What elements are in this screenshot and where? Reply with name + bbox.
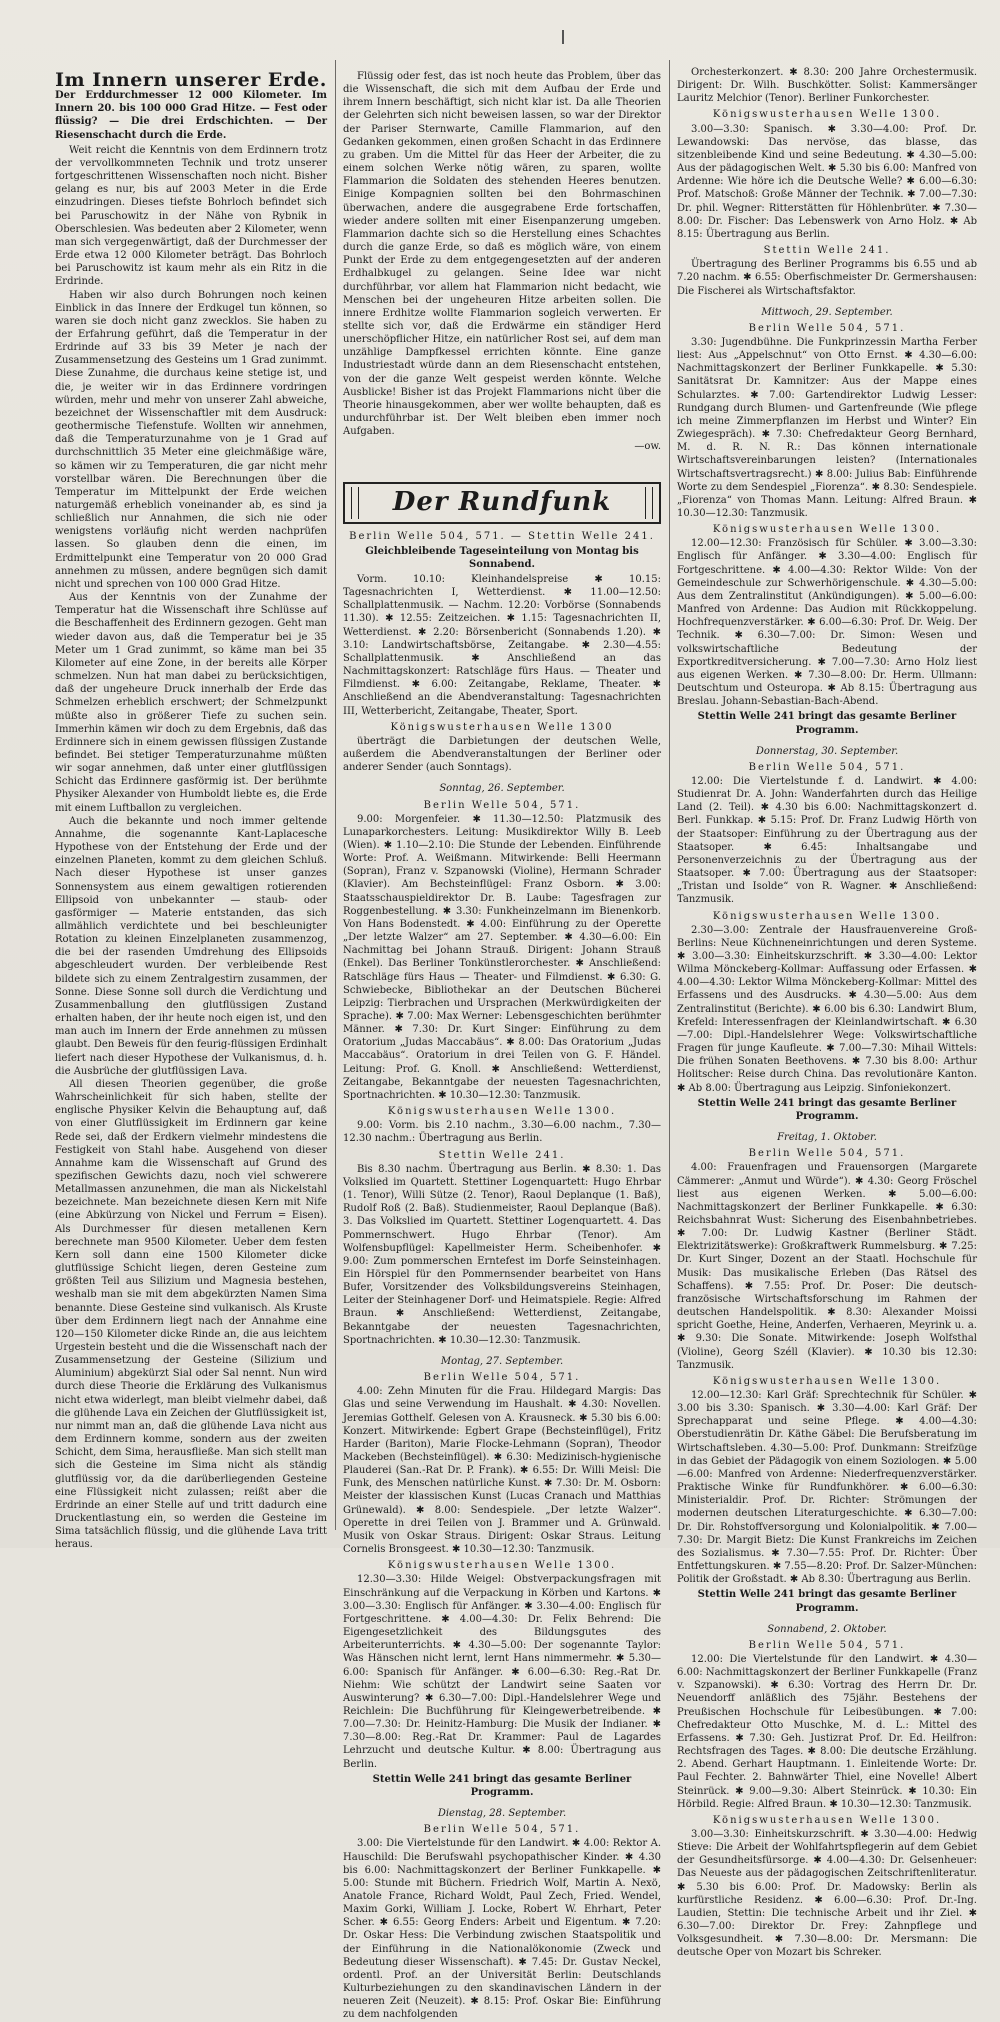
article-paragraph: Flüssig oder fest, das ist noch heute das Problem, über das die Wissenschaft, die sich mit dem Aufbau der Erde und ihrem Innern beschäftigt, sich nicht klar ist. Da alle Theorien der Gelehrten sich nicht beweisen lassen, so war der Direktor der Pariser Sternwarte, Camille Flammarion, auf den Gedanken gekommen, einen großen Schacht in das Erdinnere zu graben. Um die Mittel für das Heer der Arbeiter, die zu einem solchen Werke nötig wären, zu sparen, wollte Flammarion die Soldaten des stehenden Heeres benutzen. Einige Kompagnien sollten bei den Bohrmaschinen überwachen, andere die ausgegrabene Erde fortschaffen, wieder andere sollten mit einer Eisenpanzerung umgeben. Flammarion dachte sich so die Herstellung eines Schachtes durch die ganze Erde, so daß es möglich wäre, von einem Punkt der Erde zu dem entgegengesetzten auf der anderen Erdhalbkugel zu gelangen. Seine Idee war nicht durchführbar, vor allem hat Flammarion nicht bedacht, wie Menschen bei der ungeheuren Hitze arbeiten sollen. Die innere Erdhitze wollte Flammarion sogleich verwerten. Er stellte sich vor, daß die Erdwärme ein ständiger Herd unerschöpflicher Hitze, ein natürlicher Rost sei, auf dem man unzählige Dampfkessel errichten könnte. Eine ganze Industriestadt würde dann an dem Riesenschacht entstehen, von der die ganze Welt gespeist werden könnte. Welche Ausblicke! Bisher ist das Projekt Flammarions nicht über die Theorie hinausgekommen, aber wer wollte behaupten, daß es undurchführbar ist. Der Welt bleiben eben immer noch Aufgaben. xyxy=(343,71,661,438)
program-listing: 3.00—3.30: Spanisch. ✱ 3.30—4.00: Prof. Dr. Lewandowski: Das nervöse, das blasse, das sitzenbleibende Kind und seine Bedeutung. ✱ 4.30—5.00: Aus der pädagogischen Welt. ✱ 5.30 bis 6.00: Manfred von Ardenne: Wie höre ich die Deutsche Welle? ✱ 6.00—6.30: Prof. Matschoß: Große Männer der Technik. ✱ 7.00—7.30: Dr. phil. Wegner: Ritterstätten für Höhlenbrüter. ✱ 7.30—8.00: Dr. Fischer: Das Lebenswerk von Arno Holz. ✱ Ab 8.15: Übertragung aus Berlin. xyxy=(677,123,977,240)
article-paragraph: All diesen Theorien gegenüber, die große Wahrscheinlichkeit für sich haben, stellte der englische Physiker Kelvin die Behauptung auf, daß von einer Glutflüssigkeit im Erdinnern gar keine Rede sei, daß der Erdkern vielmehr mindestens die Festigkeit von Stahl habe. Ausgehend von dieser Annahme kam die Wissenschaft auf Grund des spezifischen Gewichts dazu, noch viel schwerere Metallmassen anzunehmen, die man als Nickelstahl bezeichnete. Man bezeichnete diesen Kern mit Nife (eine Abkürzung von Nickel und Ferrum = Eisen). Als Durchmesser für diesen metallenen Kern berechnete man 9500 Kilometer. Ueber dem festen Kern soll dann eine 1500 Kilometer dicke glutflüssige Schicht liegen, deren Gesteine zum größten Teil aus Silizium und Magnesia bestehen, weshalb man sie mit dem abgekürzten Namen Sima benannte. Diese Gesteine sind vulkanisch. Als Kruste über dem Erdinnern liegt nach der Annahme eine 120—150 Kilometer dicke Rinde an, die aus leichtem Urgestein besteht und die die Wissenschaft nach der Zusammensetzung der Gesteine (Silizium und Aluminium) abgekürzt Sial oder Sal nennt. Nun wird durch diese Theorie die Erklärung des Vulkanismus nicht etwa widerlegt, man bleibt vielmehr dabei, daß die glühende Lava ein Zeichen der Glutflüssigkeit ist, nur nimmt man an, daß die glühende Lava nicht aus dem Erdinnern komme, sondern aus der zweiten Schicht, dem Sima, herausfließe. Man sich stellt man sich die Gesteine im Sima nicht als ständig glutflüssig vor, da die darüberliegenden Gesteine eine Flüssigkeit nicht zulassen; reißt aber die Erdrinde an einer Stelle auf und tritt dadurch eine Druckentlastung ein, so werden die Gesteine im Sima tatsächlich flüssig, und die glühende Lava tritt heraus. xyxy=(55,1078,327,1551)
radio-days-col3 xyxy=(677,66,977,1960)
station-heading: Berlin Welle 504, 571. xyxy=(423,1372,581,1384)
station-heading: Berlin Welle 504, 571. xyxy=(748,1148,906,1160)
program-listing: 2.30—3.00: Zentrale der Hausfrauenvereine Groß-Berlins: Neue Küchneneinrichtungen und deren Systeme. ✱ 3.00—3.30: Einheitskurzschrift. ✱ 3.30—4.00: Lektor Wilma Mönckeberg-Kollmar: Auffassung oder Erfassen. ✱ 4.00—4.30: Lektor Wilma Mönckeberg-Kollmar: Mittel des Erfassens und des Ausdrucks. ✱ 4.30—5.00: Aus dem Zentralinstitut (Berichte). ✱ 6.00 bis 6.30: Landwirt Blum, Krefeld: Interessenfragen der Kleinlandwirtschaft. ✱ 6.30—7.00: Dipl.-Handelslehrer Wege: Volkswirtschaftliche Fragen für junge Kaufleute. ✱ 7.00—7.30: Mihail Wittels: Die frühen Sonaten Beethovens. ✱ 7.30 bis 8.00: Arthur Holitscher: Reise durch China. Das revolutionäre Kanton. ✱ Ab 8.00: Übertragung aus Leipzig. Sinfoniekonzert. xyxy=(677,924,977,1094)
station-heading: Berlin Welle 504, 571. xyxy=(748,322,906,334)
station-heading: Königswusterhausen Welle 1300. xyxy=(712,1375,942,1387)
article-signature: —ow. xyxy=(634,441,661,453)
right-column xyxy=(677,66,977,1959)
kw-header: Königswusterhausen Welle 1300 xyxy=(390,721,614,733)
program-listing: Bis 8.30 nachm. Übertragung aus Berlin. ✱ 8.30: 1. Das Volkslied im Quartett. Stettiner Logenquartett: Hugo Ehrbar (1. Tenor), Willi Sütze (2. Tenor), Raoul Deplanque (1. Baß), Rudolf Roß (2. Baß). Studienmeister, Raoul Deplanque (Baß). 3. Das Volkslied im Quartett. Stettiner Logenquartett. 4. Das Pommernschwert. Hugo Ehrbar (Tenor). Am Wolfensbupflügel: Kapellmeister Herm. Scheibenhofer. ✱ 9.00: Zum pommerschen Erntefest im Dorfe Seinsteinhagen. Ein Hörspiel für den Pommernsender bearbeitet von Hans Bufer, Vorsitzender des Volksbildungsvereins Steinhagen, Leiter der Steinhagener Dorf- und Heimatspiele. Regie: Alfred Braun. ✱ Anschließend: Wetterdienst, Zeitangabe, Bekanntgabe der neuesten Tagesnachrichten, Sportnachrichten. ✱ 10.30—12.30: Tanzmusik. xyxy=(343,1163,661,1346)
program-listing: 4.00: Frauenfragen und Frauensorgen (Margarete Cämmerer: „Anmut und Würde“). ✱ 4.30: Georg Fröschel liest aus eigenen Werken. ✱ 5.00—6.00: Nachmittagskonzert der Berliner Funkkapelle. ✱ 6.30: Reichsbahnrat Wust: Sicherung des Eisenbahnbetriebes. ✱ 7.00: Dr. Ludwig Kastner (Berliner Städt. Elektrizitätswerke): Großkraftwerk Rummelsburg. ✱ 7.25: Dr. Kurt Singer, Dozent an der Staatl. Hochschule für Musik: Das musikalische Erleben (Das Rätsel des Schaffens). ✱ 7.55: Prof. Dr. Poser: Die deutsch-französische Wirtschaftsforschung im Rahmen der deutschen Handelspolitik. ✱ 8.30: Alexander Moissi spricht Goethe, Heine, Anderfen, Verhaeren, Meyrink u. a. ✱ 9.30: Die Sonate. Mitwirkende: Joseph Wolfsthal (Violine), Georg Széll (Klavier). ✱ 10.30 bis 12.30: Tanzmusik. xyxy=(677,1162,977,1371)
station-heading: Stettin Welle 241 bringt das gesamte Berliner Programm. xyxy=(697,1589,957,1614)
article-lead: Der Erddurchmesser 12 000 Kilometer. Im Innern 20. bis 100 000 Grad Hitze. — Fest oder flüssig? — Die drei Erdschichten. — Der Riesenschacht durch die Erde. xyxy=(55,90,327,141)
program-listing: 12.30—3.30: Hilde Weigel: Obstverpackungsfragen mit Einschränkung auf die Verpackung in Körben und Kartons. ✱ 3.00—3.30: Englisch für Anfänger. ✱ 3.30—4.00: Englisch für Fortgeschrittene. ✱ 4.00—4.30: Dr. Felix Behrend: Die Eigengesetzlichkeit des Bildungsgutes des Arbeiterunterrichts. ✱ 4.30—5.00: Der sogenannte Taylor: Was Hänschen nicht lernt, lernt Hans nimmermehr. ✱ 5.30—6.00: Spanisch für Anfänger. ✱ 6.00—6.30: Reg.-Rat Dr. Niehm: Wie schützt der Landwirt seine Saaten vor Auswinterung? ✱ 6.30—7.00: Dipl.-Handelslehrer Wege und Reichlein: Die Buchführung für Kleingewerbetreibende. ✱ 7.00—7.30: Dr. Heinitz-Hamburg: Die Musik der Indianer. ✱ 7.30—8.00: Reg.-Rat Dr. Krammer: Paul de Lagardes Lehrzucht und deutsche Kultur. ✱ 8.00: Übertragung aus Berlin. xyxy=(343,1574,661,1770)
station-heading: Berlin Welle 504, 571. xyxy=(748,1639,906,1651)
program-listing: 3.00—3.30: Einheitskurzschrift. ✱ 3.30—4.00: Hedwig Stieve: Die Arbeit der Wohlfahrtspflegerin auf dem Gebiet der Gesundheitsfürsorge. ✱ 4.00—4.30: Dr. Gelsenheuer: Das Neueste aus der pädagogischen Zeitschriftenliteratur. ✱ 5.30 bis 6.00: Prof. Dr. Madowsky: Berlin als kurfürstliche Residenz. ✱ 6.00—6.30: Prof. Dr.-Ing. Laudien, Stettin: Die technische Arbeit und ihr Ziel. ✱ 6.30—7.00: Direktor Dr. Frey: Zahnpflege und Volksgesundheit. ✱ 7.30—8.00: Dr. Mersmann: Die deutsche Oper von Mozart bis Schreker. xyxy=(677,1829,977,1959)
middle-column xyxy=(343,70,661,2021)
station-heading: Stettin Welle 241 bringt das gesamte Berliner Programm. xyxy=(372,1773,632,1798)
station-heading: Stettin Welle 241. xyxy=(763,245,891,257)
kw-note: überträgt die Darbietungen der deutschen Welle, außerdem die Abendveranstaltungen der Berliner oder anderer Sender (auch Sonntags). xyxy=(343,735,661,774)
article-continuation xyxy=(343,70,661,438)
day-heading: Montag, 27. September. xyxy=(440,1355,564,1367)
day-heading: Freitag, 1. Oktober. xyxy=(777,1132,877,1144)
station-heading: Königswusterhausen Welle 1300. xyxy=(712,524,942,536)
article-paragraph: Auch die bekannte und noch immer geltende Annahme, die sogenannte Kant-Laplacesche Hypothese von der Entstehung der Erde und der einzelnen Planeten, kommt zu dem gleichen Schluß. Nach dieser Hypothese ist unser ganzes Sonnensystem aus einem gewaltigen rotierenden Ellipsoid von unbekannter — staub- oder gasförmiger — Materie entstanden, das sich allmählich verdichtete und bei beschleunigter Rotation zu kleinen Einzelplaneten zusammenzog, die bei der rasenden Umdrehung des Ellipsoids abgeschleudert wurden. Der verbleibende Rest bildete sich zu einem Zentralgestirn zusammen, der Sonne. Diese Sonne soll durch die Verdichtung und Zusammenballung den glutflüssigen Zustand erhalten haben, der ihr heute noch eigen ist, und den man auch im Innern der Erde annehmen zu müssen glaubt. Den Beweis für den feurig-flüssigen Erdinhalt liefert nach dieser Hypothese der Vulkanismus, d. h. die Ausbrüche der glutflüssigen Lava. xyxy=(55,815,327,1077)
column-rule-1 xyxy=(335,60,336,1530)
column-rule-2 xyxy=(669,60,670,1530)
article-paragraph: Aus der Kenntnis von der Zunahme der Temperatur hat die Wissenschaft ihre Schlüsse auf die Beschaffenheit des Erdinnern gezogen. Geht man wieder davon aus, daß die Temperatur bei je 35 Meter um 1 Grad zunimmt, so käme man bei 35 Kilometer auf eine Zone, in der bereits alle Körper schmelzen. Nun hat man dabei zu berücksichtigen, daß der ungeheure Druck innerhalb der Erde das Schmelzen erheblich erschwert; der Schmelzpunkt müßte also in größerer Tiefe zu suchen sein. Immerhin kämen wir doch zu dem Ergebnis, daß das Erdinnere sich in einem gewissen flüssigen Zustande befindet. Bei stetiger Temperaturzunahme müßten wir sogar annehmen, daß unter einer glutflüssigen Schicht das Erdinnere gasförmig ist. Der berühmte Physiker Alexander von Humboldt liebte es, die Erde mit einem Luftballon zu vergleichen. xyxy=(55,592,327,814)
day-heading: Dienstag, 28. September. xyxy=(437,1808,567,1820)
margin-mark xyxy=(562,30,564,44)
daily-schedule: Vorm. 10.10: Kleinhandelspreise ✱ 10.15: Tagesnachrichten I, Wetterdienst. ✱ 11.00—12.50: Schallplattenmusik. — Nachm. 12.20: Vorbörse (Sonnabends 11.30). ✱ 12.55: Zeitzeichen. ✱ 1.15: Tagesnachrichten II, Wetterdienst. ✱ 2.20: Börsenbericht (Sonnabends 1.20). ✱ 3.10: Landwirtschaftsbörse, Zeitangabe. ✱ 2.30—4.55: Schallplattenmusik. ✱ Anschließend an das Nachmittagskonzert: Ratschläge fürs Haus. — Theater und Filmdienst. ✱ 6.00: Zeitangabe, Reklame, Theater. ✱ Anschließend an die Abendveranstaltung: Tagesnachrichten III, Wetterbericht, Zeitangabe, Theater, Sport. xyxy=(343,574,661,717)
schedule-header: Gleichbleibende Tageseinteilung von Montag bis Sonnabend. xyxy=(365,545,639,570)
article-title: Im Innern unserer Erde. xyxy=(55,69,327,91)
program-listing: 3.30: Jugendbühne. Die Funkprinzessin Martha Ferber liest: Aus „Appelschnut“ von Otto Ernst. ✱ 4.30—6.00: Nachmittagskonzert der Berliner Funkkapelle. ✱ 5.30: Sanitätsrat Dr. Kamnitzer: Aus der Mappe eines Schularztes. ✱ 7.00: Gartendirektor Ludwig Lesser: Rundgang durch Blumen- und Gartenfreunde (Wie pflege ich meine Zimmerpflanzen im Herbst und Winter? Ein Zwiegespräch). ✱ 7.30: Chefredakteur Georg Bernhard, M. d. R. N. R.: Das können internationale Wirtschaftsvereinbarungen leisten? (Internationales Wirtschaftsvertragsrecht.) ✱ 8.00: Julius Bab: Einführende Worte zu dem Sendespiel „Fiorenza“. ✱ 8.30: Sendespiele. „Fiorenza“ von Thomas Mann. Leitung: Alfred Braun. ✱ 10.30—12.30: Tanzmusik. xyxy=(677,336,977,519)
day-heading: Donnerstag, 30. September. xyxy=(755,745,899,757)
article-paragraph: Haben wir also durch Bohrungen noch keinen Einblick in das Innere der Erdkugel tun können, so waren sie doch nicht ganz zwecklos. Sie haben zu der Erfahrung geführt, daß die Temperatur in der Erdrinde auf 33 bis 39 Meter je nach der Zusammensetzung des Gesteins um 1 Grad zunimmt. Diese Zunahme, die durchaus keine stetige ist, und die, je weiter wir in das Erdinnere vordringen würden, mehr und mehr von unserer Zahl abweiche, bezeichnet der Wissenschaftler mit dem Ausdruck: geothermische Tiefenstufe. Wollten wir annehmen, daß die Temperaturzunahme von je 1 Grad auf durchschnittlich 35 Meter eine gleichmäßige wäre, so kämen wir zu Temperaturen, die gar nicht mehr vorstellbar wären. Die Berechnungen über die Temperatur im Mittelpunkt der Erde weichen naturgemäß erheblich voneinander ab, es sind ja schließlich nur Annahmen, die sich nie oder wenigstens vorläufig nicht werden nachprüfen lassen. So glauben denn die einen, im Erdmittelpunkt eine Temperatur von 20 000 Grad annehmen zu müssen, andere begnügen sich damit nicht und sprechen von 100 000 Grad Hitze. xyxy=(55,289,327,590)
program-listing: 9.00: Morgenfeier. ✱ 11.30—12.50: Platzmusik des Lunaparkorchesters. Leitung: Musikdirektor Willy B. Leeb (Wien). ✱ 1.10—2.10: Die Stunde der Lebenden. Einführende Worte: Prof. A. Weißmann. Mitwirkende: Belli Heermann (Sopran), Franz v. Szpanowski (Violine), Hermann Schrader (Klavier). Am Bechsteinflügel: Franz Osborn. ✱ 3.00: Staatsschauspieldirektor Dr. B. Laube: Tagesfragen zur Roggenbestellung. ✱ 3.30: Funkheinzelmann im Bienenkorb. Von Hans Bodenstedt. ✱ 4.00: Einführung zu der Operette „Der letzte Walzer“ am 27. September. ✱ 4.30—6.00: Ein Nachmittag bei Johann Strauß. Dirigent: Johann Strauß (Enkel). Das Berliner Tonkünstlerorchester. ✱ Anschließend: Ratschläge fürs Haus — Theater- und Filmdienst. ✱ 6.30: G. Schwiebecke, Bibliothekar an der Deutschen Bücherei Leipzig: Tierbrachen und Ursprachen (Merkwürdigkeiten der Sprache). ✱ 7.00: Max Werner: Lebensgeschichten berühmter Männer. ✱ 7.30: Dr. Kurt Singer: Einführung zu dem Oratorium „Judas Maccabäus“. ✱ 8.00: Das Oratorium „Judas Maccabäus“. Oratorium in drei Teilen von G. F. Händel. Leitung: Prof. G. Knoll. ✱ Anschließend: Wetterdienst, Zeitangabe, Bekanntgabe der neuesten Tagesnachrichten, Sportnachrichten. ✱ 10.30—12.30: Tanzmusik. xyxy=(343,813,661,1101)
day-heading: Mittwoch, 29. September. xyxy=(761,306,893,318)
station-heading: Berlin Welle 504, 571. xyxy=(748,761,906,773)
program-listing: 12.00—12.30: Französisch für Schüler. ✱ 3.00—3.30: Englisch für Anfänger. ✱ 3.30—4.00: Englisch für Fortgeschrittene. ✱ 4.00—4.30: Rektor Wilde: Von der Gemeindeschule zur Schwerhörigenschule. ✱ 4.30—5.00: Aus dem Zentralinstitut (Ankündigungen). ✱ 5.00—6.00: Manfred von Ardenne: Das Audion mit Rückkoppelung. Hochfrequenzverstärker. ✱ 6.00—6.30: Prof. Dr. Weig. Der Technik. ✱ 6.30—7.00: Dr. Simon: Wesen und volkswirtschaftliche Bedeutung der Exportkreditversicherung. ✱ 7.00—7.30: Arno Holz liest aus eigenen Werken. ✱ 7.30—8.00: Dr. Herm. Ullmann: Deutschtum und Osteuropa. ✱ Ab 8.15: Übertragung aus Breslau. Johann-Sebastian-Bach-Abend. xyxy=(677,538,977,708)
stations-header: Berlin Welle 504, 571. — Stettin Welle 241. xyxy=(349,530,655,542)
article-body xyxy=(55,144,327,1552)
day-heading: Sonntag, 26. September. xyxy=(439,783,565,795)
program-listing: 12.00: Die Viertelstunde f. d. Landwirt. ✱ 4.00: Studienrat Dr. A. John: Wanderfahrten durch das Heilige Land (2. Teil). ✱ 4.30 bis 6.00: Nachmittagskonzert d. Berl. Funkkap. ✱ 5.15: Prof. Dr. Franz Ludwig Hörth von der Staatsoper: Einführung zu der Übertragung aus der Staatsoper. ✱ 6.45: Inhaltsangabe und Personenverzeichnis zu der Übertragung aus der Staatsoper. ✱ 7.00: Übertragung aus der Staatsoper: „Tristan und Isolde“ von R. Wagner. ✱ Anschließend: Tanzmusik. xyxy=(677,775,977,906)
program-listing: 12.00: Die Viertelstunde für den Landwirt. ✱ 4.30—6.00: Nachmittagskonzert der Berliner Funkkapelle (Franz v. Szpanowski). ✱ 6.30: Vortrag des Herrn Dr. Dr. Neuendorff anläßlich des 75jähr. Bestehens der Preußischen Hochschule für Leibesübungen. ✱ 7.00: Chefredakteur Otto Muschke, M. d. L.: Mittel des Erfassens. ✱ 7.30: Geh. Justizrat Prof. Dr. Ed. Heilfron: Rechtsfragen des Tages. ✱ 8.00: Die deutsche Erzählung. 2. Abend. Gerhart Hauptmann. 1. Einleitende Worte: Dr. Paul Fechter. 2. Bahnwärter Thiel, eine Novelle! Albert Steinrück. ✱ 9.00—9.30: Albert Steinrück. ✱ 10.30: Ein Hörbild. Regie: Alfred Braun. ✱ 10.30—12.30: Tanzmusik. xyxy=(677,1653,977,1810)
station-heading: Königswusterhausen Welle 1300. xyxy=(712,910,942,922)
article-column xyxy=(55,69,327,1551)
station-heading: Stettin Welle 241. xyxy=(438,1149,566,1161)
station-heading: Königswusterhausen Welle 1300. xyxy=(387,1106,617,1118)
radio-days-col2 xyxy=(343,782,661,2021)
program-listing: 9.00: Vorm. bis 2.10 nachm., 3.30—6.00 nachm., 7.30—12.30 nachm.: Übertragung aus Berlin. xyxy=(343,1120,661,1145)
station-heading: Königswusterhausen Welle 1300. xyxy=(712,109,942,121)
program-listing: Übertragung des Berliner Programms bis 6.55 und ab 7.20 nachm. ✱ 6.55: Oberfischmeister Dr. Germershausen: Die Fischerei als Wirtschaftsfaktor. xyxy=(677,259,977,297)
station-heading: Stettin Welle 241 bringt das gesamte Berliner Programm. xyxy=(697,711,957,736)
radio-banner xyxy=(343,482,661,524)
station-heading: Berlin Welle 504, 571. xyxy=(423,799,581,811)
station-heading: Berlin Welle 504, 571. xyxy=(423,1824,581,1836)
program-listing: 4.00: Zehn Minuten für die Frau. Hildegard Margis: Das Glas und seine Verwendung im Haushalt. ✱ 4.30: Novellen. Jeremias Gotthelf. Gelesen von A. Krausneck. ✱ 5.30 bis 6.00: Konzert. Mitwirkende: Egbert Grape (Bechsteinflügel), Fritz Harder (Bariton), Marie Flocke-Lehmann (Sopran), Theodor Mackeben (Bechsteinflügel). ✱ 6.30: Medizinisch-hygienische Plauderei (San.-Rat Dr. P. Frank). ✱ 6.55: Dr. Willi Meisl: Die Funk, des Menschen natürliche Kunst. ✱ 7.30: Dr. M. Osborn: Meister der klassischen Kunst (Lucas Cranach und Matthias Grünewald). ✱ 8.00: Sendespiele. „Der letzte Walzer“. Operette in drei Teilen von J. Brammer und A. Grünwald. Musik von Oskar Straus. Dirigent: Oskar Straus. Leitung Cornelis Bronsgeest. ✱ 10.30—12.30: Tanzmusik. xyxy=(343,1386,661,1556)
day-heading: Sonnabend, 2. Oktober. xyxy=(767,1623,887,1635)
station-heading: Stettin Welle 241 bringt das gesamte Berliner Programm. xyxy=(697,1097,957,1122)
program-listing: 12.00—12.30: Karl Gräf: Sprechtechnik für Schüler. ✱ 3.00 bis 3.30: Spanisch. ✱ 3.30—4.00: Karl Gräf: Der Sprechapparat und seine Pflege. ✱ 4.00—4.30: Oberstudienrätin Dr. Käthe Gäbel: Die Berufsberatung im Wirtschaftsleben. 4.30—5.00: Prof. Dunkmann: Streifzüge in das Gebiet der Pädagogik von einem Soziologen. ✱ 5.00—6.00: Manfred von Ardenne: Niederfrequenzverstärker. Praktische Winke für Rundfunkhörer. ✱ 6.00—6.30: Ministerialdir. Prof. Dr. Richter: Strömungen der modernen deutschen Literaturgeschichte. ✱ 6.30—7.00: Dr. Dir. Rohstoffversorgung und Kolonialpolitik. ✱ 7.00—7.30: Dr. Margit Bietz: Die Kunst Frankreichs im Zeichen des Sozialismus. ✱ 7.30—7.55: Prof. Dr. Richter: Über Entfettungskuren. ✱ 7.55—8.20: Prof. Dr. Salzer-München: Politik der Großstadt. ✱ Ab 8.30: Übertragung aus Berlin. xyxy=(677,1390,977,1586)
program-listing: Orchesterkonzert. ✱ 8.30: 200 Jahre Orchestermusik. Dirigent: Dr. Wilh. Buschkötter. Solist: Kammersänger Lauritz Melchior (Tenor). Berliner Funkorchester. xyxy=(677,67,977,105)
radio-banner-title: Der Rundfunk xyxy=(392,486,612,517)
article-paragraph: Weit reicht die Kenntnis von dem Erdinnern trotz der vervollkommneten Technik und trotz unserer fortgeschrittenen Wissenschaften noch nicht. Bisher gelang es nur, bis auf 2003 Meter in die Erde einzudringen. Dieses tiefste Bohrloch befindet sich bei Paruschowitz in der Nähe von Rybnik in Oberschlesien. Was bedeuten aber 2 Kilometer, wenn man sich vergegenwärtigt, daß der Durchmesser der Erde etwa 12 000 Kilometer beträgt. Das Bohrloch bei Paruschowitz ist kaum mehr als ein Ritz in die Erdrinde. xyxy=(55,144,327,288)
program-listing: 3.00: Die Viertelstunde für den Landwirt. ✱ 4.00: Rektor A. Hauschild: Die Berufswahl psychopathischer Kinder. ✱ 4.30 bis 6.00: Nachmittagskonzert der Berliner Funkkapelle. ✱ 5.00: Stunde mit Büchern. Friedrich Wolf, Martin A. Nexö, Anatole France, Richard Woldt, Paul Zech, Fried. Wendel, Maxim Gorki, William J. Locke, Robert W. Ehrhart, Peter Scher. ✱ 6.55: Georg Enders: Arbeit und Eigentum. ✱ 7.20: Dr. Oskar Hess: Die Verbindung zwischen Staatspolitik und der Einführung in die Nationalökonomie (Zweck und Bedeutung dieser Wissenschaft). ✱ 7.45: Dr. Gustav Neckel, ordentl. Prof. an der Universität Berlin: Deutschlands Kulturbeziehungen zu den skandinavischen Ländern in der neueren Zeit (Neuzeit). ✱ 8.15: Prof. Oskar Bie: Einführung zu dem nachfolgenden xyxy=(343,1838,661,2021)
station-heading: Königswusterhausen Welle 1300. xyxy=(387,1560,617,1572)
station-heading: Königswusterhausen Welle 1300. xyxy=(712,1814,942,1826)
